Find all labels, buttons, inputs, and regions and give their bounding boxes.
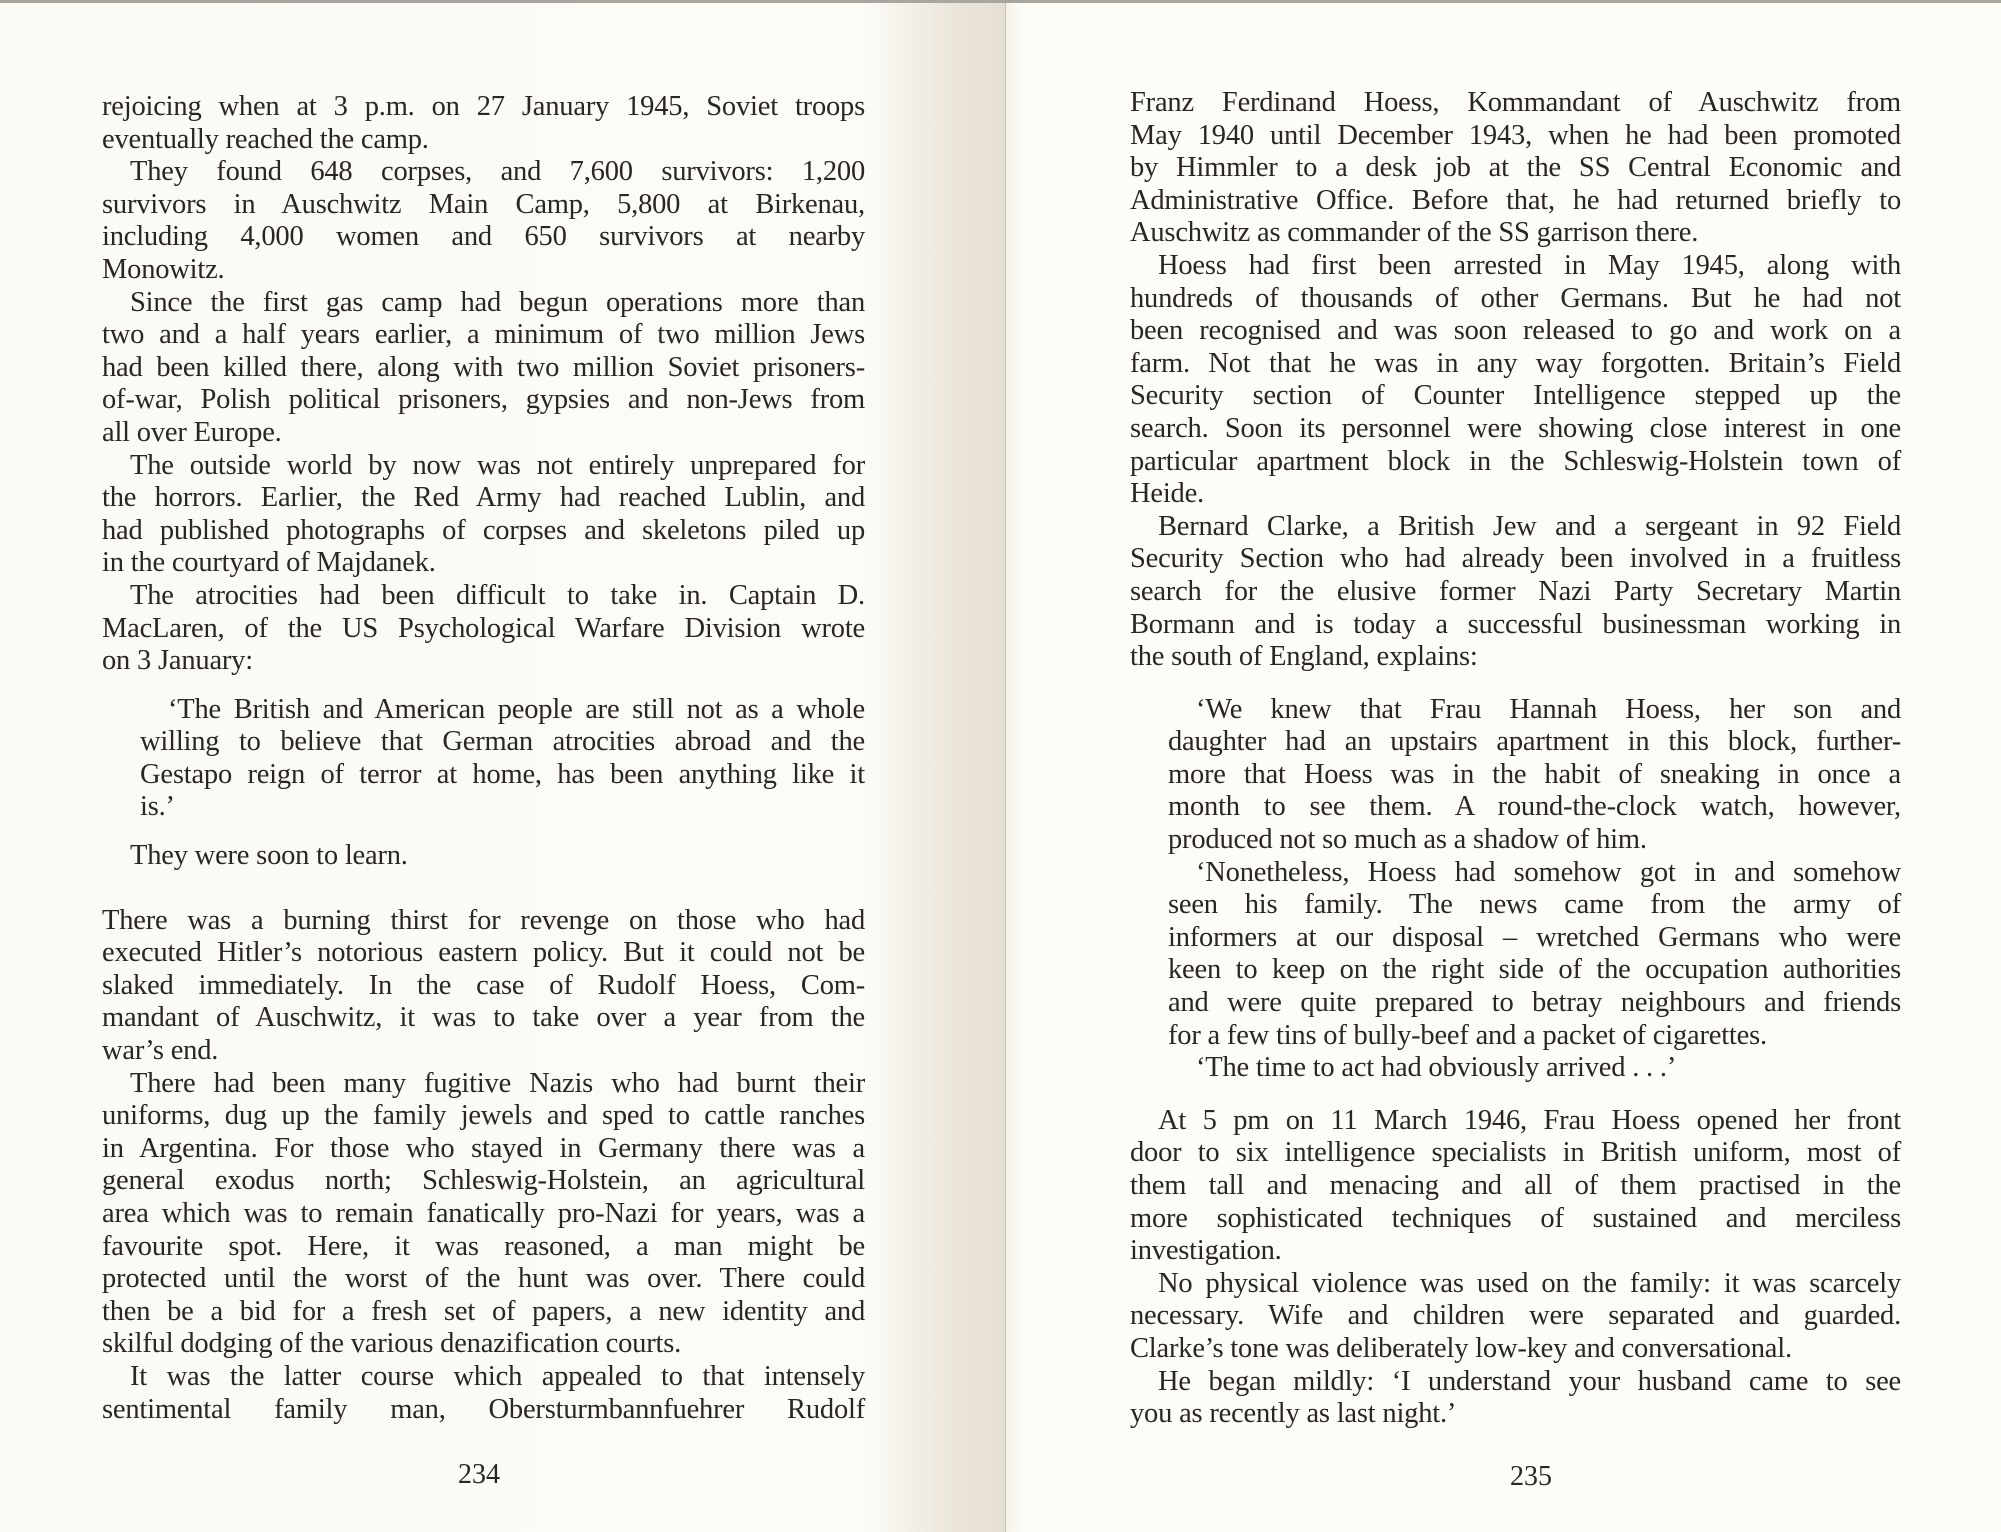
- text-line: There was a burning thirst for revenge on those who had: [102, 904, 865, 936]
- text-line: There had been many fugitive Nazis who had burnt their: [130, 1067, 865, 1099]
- text-line: skilful dodging of the various denazification courts.: [102, 1328, 682, 1360]
- text-line: you as recently as last night.’: [1130, 1398, 1457, 1430]
- text-line: eventually reached the camp.: [102, 123, 429, 155]
- text-line: Bernard Clarke, a British Jew and a sergeant in 92 Field: [1158, 510, 1901, 542]
- text-line: No physical violence was used on the family: it was scarcely: [1158, 1267, 1901, 1299]
- left-page: [0, 3, 1005, 1532]
- text-line: two and a half years earlier, a minimum of two million Jews: [102, 319, 865, 351]
- quote-line: produced not so much as a shadow of him.: [1168, 824, 1647, 856]
- quote-line: seen his family. The news came from the army of: [1168, 889, 1901, 921]
- text-line: Security section of Counter Intelligence stepped up the: [1130, 380, 1901, 412]
- text-line: slaked immediately. In the case of Rudolf Hoess, Com-: [102, 969, 865, 1001]
- text-line: MacLaren, of the US Psychological Warfare Division wrote: [102, 612, 865, 644]
- text-line: They found 648 corpses, and 7,600 survivors: 1,200: [130, 156, 865, 188]
- text-line: necessary. Wife and children were separated and guarded.: [1130, 1300, 1901, 1332]
- text-line: executed Hitler’s notorious eastern policy. But it could not be: [102, 937, 865, 969]
- page-number: 234: [458, 1459, 500, 1490]
- text-line: survivors in Auschwitz Main Camp, 5,800 at Birkenau,: [102, 188, 865, 220]
- text-line: then be a bid for a fresh set of papers, a new identity and: [102, 1295, 865, 1327]
- right-page-text-column: [1130, 87, 1901, 1431]
- text-line: Hoess had first been arrested in May 1945, along with: [1158, 249, 1901, 281]
- text-line: Heide.: [1130, 478, 1204, 510]
- quote-line: ‘We knew that Frau Hannah Hoess, her son and: [1196, 693, 1901, 725]
- text-line: farm. Not that he was in any way forgotten. Britain’s Field: [1130, 347, 1901, 379]
- text-line: of-war, Polish political prisoners, gypsies and non-Jews from: [102, 384, 865, 416]
- text-line: door to six intelligence specialists in British uniform, most of: [1130, 1137, 1901, 1169]
- text-line: search. Soon its personnel were showing close interest in one: [1130, 412, 1901, 444]
- quote-line: is.’: [140, 791, 175, 823]
- left-page-text-column: [102, 91, 865, 1426]
- text-line: The atrocities had been difficult to take in. Captain D.: [130, 579, 865, 611]
- text-line: on 3 January:: [102, 645, 253, 677]
- text-line: had been killed there, along with two million Soviet prisoners-: [102, 351, 865, 383]
- text-line: Since the first gas camp had begun operations more than: [130, 286, 865, 318]
- block-quote: [102, 694, 865, 824]
- text-line: It was the latter course which appealed to that intensely: [130, 1360, 865, 1392]
- text-line: uniforms, dug up the family jewels and sped to cattle ranches: [102, 1100, 865, 1132]
- text-line: Franz Ferdinand Hoess, Kommandant of Auschwitz from: [1130, 87, 1901, 118]
- block-quote: [1130, 694, 1901, 1085]
- quote-line: ‘Nonetheless, Hoess had somehow got in and somehow: [1196, 856, 1901, 888]
- text-line: more sophisticated techniques of sustained and merciless: [1130, 1202, 1901, 1234]
- quote-line: and were quite prepared to betray neighbours and friends: [1168, 987, 1901, 1019]
- text-line: them tall and menacing and all of them practised in the: [1130, 1170, 1901, 1201]
- quote-line: month to see them. A round-the-clock watch, however,: [1168, 791, 1901, 823]
- text-line: area which was to remain fanatically pro-Nazi for years, was a: [102, 1198, 865, 1229]
- text-line: the horrors. Earlier, the Red Army had reached Lublin, and: [102, 482, 865, 514]
- text-line: mandant of Auschwitz, it was to take over a year from the: [102, 1002, 865, 1034]
- quote-line: informers at our disposal – wretched Germans who were: [1168, 921, 1901, 953]
- text-line: rejoicing when at 3 p.m. on 27 January 1945, Soviet troops: [102, 91, 865, 122]
- text-line: The outside world by now was not entirely unprepared for: [130, 449, 865, 481]
- text-line: Bormann and is today a successful businessman working in: [1130, 608, 1901, 640]
- text-line: particular apartment block in the Schleswig-Holstein town of: [1130, 445, 1901, 477]
- text-line: Clarke’s tone was deliberately low-key and conversational.: [1130, 1332, 1792, 1364]
- text-line: been recognised and was soon released to go and work on a: [1130, 315, 1901, 347]
- text-line: Auschwitz as commander of the SS garrison there.: [1130, 217, 1699, 249]
- text-line: protected until the worst of the hunt was over. There could: [102, 1263, 865, 1295]
- text-line: including 4,000 women and 650 survivors at nearby: [102, 221, 865, 253]
- quote-line: keen to keep on the right side of the occupation authorities: [1168, 954, 1901, 986]
- quote-line: willing to believe that German atrocities abroad and the: [140, 726, 865, 758]
- quote-line: more that Hoess was in the habit of sneaking in once a: [1168, 758, 1901, 790]
- text-line: the south of England, explains:: [1130, 641, 1478, 673]
- text-line: favourite spot. Here, it was reasoned, a man might be: [102, 1230, 865, 1262]
- text-line: investigation.: [1130, 1235, 1282, 1267]
- text-line: by Himmler to a desk job at the SS Central Economic and: [1130, 152, 1901, 184]
- quote-line: daughter had an upstairs apartment in this block, further-: [1168, 726, 1901, 758]
- text-line: At 5 pm on 11 March 1946, Frau Hoess opened her front: [1158, 1104, 1901, 1136]
- text-line: war’s end.: [102, 1035, 219, 1067]
- quote-line: for a few tins of bully-beef and a packet of cigarettes.: [1168, 1019, 1767, 1051]
- text-line: had published photographs of corpses and skeletons piled up: [102, 514, 865, 546]
- text-line: sentimental family man, Obersturmbannfuehrer Rudolf: [102, 1393, 865, 1425]
- text-line: They were soon to learn.: [130, 840, 408, 872]
- page-number: 235: [1510, 1461, 1552, 1492]
- quote-line: ‘The British and American people are still not as a whole: [168, 693, 865, 725]
- quote-line: ‘The time to act had obviously arrived . . .’: [1196, 1052, 1677, 1084]
- text-line: Security Section who had already been involved in a fruitless: [1130, 543, 1901, 575]
- text-line: all over Europe.: [102, 416, 282, 448]
- text-line: Monowitz.: [102, 253, 225, 285]
- text-line: search for the elusive former Nazi Party Secretary Martin: [1130, 575, 1901, 607]
- right-page: [1005, 3, 2001, 1532]
- text-line: hundreds of thousands of other Germans. But he had not: [1130, 282, 1901, 314]
- text-line: in the courtyard of Majdanek.: [102, 547, 436, 579]
- quote-line: Gestapo reign of terror at home, has been anything like it: [140, 758, 865, 790]
- text-line: Administrative Office. Before that, he had returned briefly to: [1130, 184, 1901, 216]
- text-line: May 1940 until December 1943, when he had been promoted: [1130, 119, 1901, 151]
- text-line: He began mildly: ‘I understand your husband came to see: [1158, 1365, 1901, 1397]
- text-line: general exodus north; Schleswig-Holstein, an agricultural: [102, 1165, 865, 1197]
- text-line: in Argentina. For those who stayed in Germany there was a: [102, 1132, 865, 1164]
